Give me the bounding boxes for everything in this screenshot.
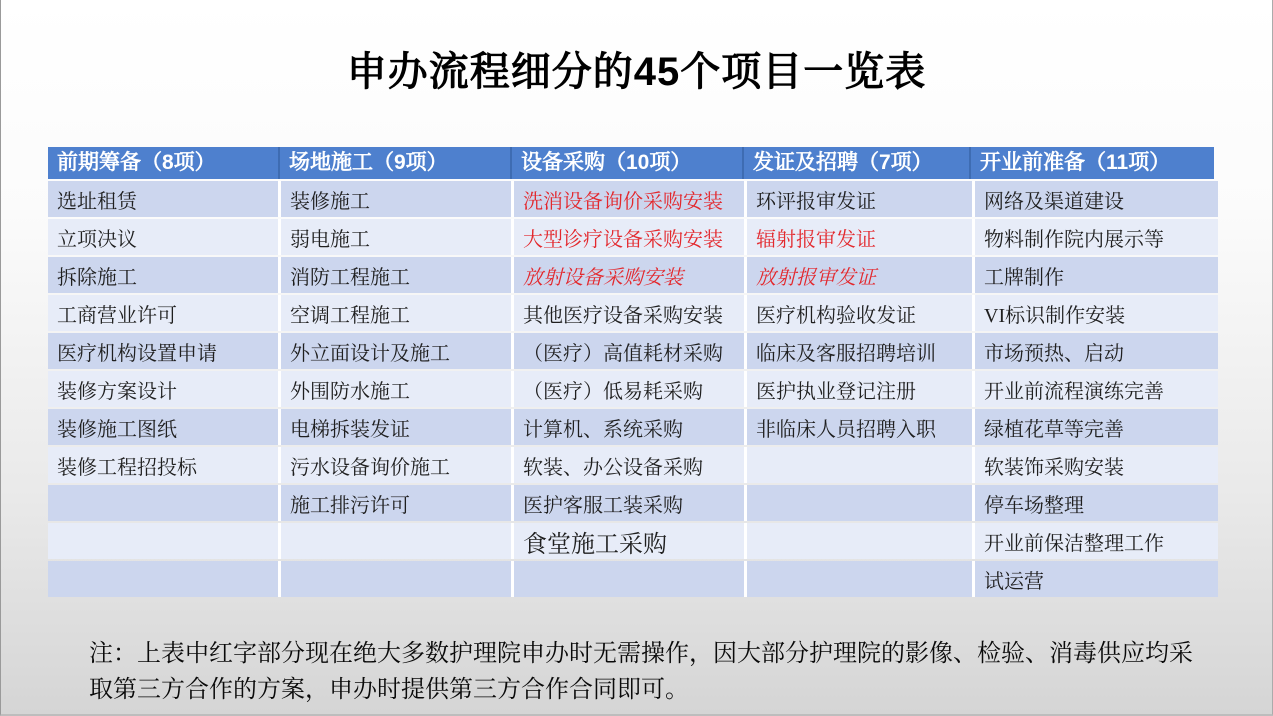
table-cell bbox=[747, 485, 972, 521]
table-cell: 医疗机构验收发证 bbox=[747, 295, 972, 331]
table-cell: 医护客服工装采购 bbox=[514, 485, 744, 521]
column-header: 发证及招聘（7项） bbox=[744, 147, 969, 179]
table-row bbox=[48, 257, 1206, 293]
table-cell: 医疗机构设置申请 bbox=[48, 333, 278, 369]
table-cell: 其他医疗设备采购安装 bbox=[514, 295, 744, 331]
table-cell: 试运营 bbox=[975, 561, 1218, 597]
table-cell bbox=[281, 561, 511, 597]
table-cell: 污水设备询价施工 bbox=[281, 447, 511, 483]
table-cell: 开业前流程演练完善 bbox=[975, 371, 1218, 407]
table-row bbox=[48, 181, 1206, 217]
column-header: 场地施工（9项） bbox=[280, 147, 510, 179]
footnote: 注：上表中红字部分现在绝大多数护理院申办时无需操作，因大部分护理院的影像、检验、消毒供应均采取第三方合作的方案，申办时提供第三方合作合同即可。 bbox=[89, 640, 1193, 703]
column-header: 前期筹备（8项） bbox=[48, 147, 278, 179]
table-cell: 工商营业许可 bbox=[48, 295, 278, 331]
table-cell bbox=[48, 523, 278, 559]
table-cell: 开业前保洁整理工作 bbox=[975, 523, 1218, 559]
table-cell: （医疗）高值耗材采购 bbox=[514, 333, 744, 369]
table-cell: 装修方案设计 bbox=[48, 371, 278, 407]
table-cell: 临床及客服招聘培训 bbox=[747, 333, 972, 369]
table-cell bbox=[281, 523, 511, 559]
table-cell bbox=[747, 523, 972, 559]
table-cell: 网络及渠道建设 bbox=[975, 181, 1218, 217]
table-cell: 装修施工图纸 bbox=[48, 409, 278, 445]
table-cell: 装修工程招投标 bbox=[48, 447, 278, 483]
table-cell bbox=[48, 485, 278, 521]
table-cell: 立项决议 bbox=[48, 219, 278, 255]
table-cell: 施工排污许可 bbox=[281, 485, 511, 521]
table-row bbox=[48, 561, 1206, 597]
table-cell bbox=[514, 561, 744, 597]
page-title: 申办流程细分的45个项目一览表 bbox=[346, 50, 927, 94]
table-cell: 软装饰采购安装 bbox=[975, 447, 1218, 483]
table-cell: 洗消设备询价采购安装 bbox=[514, 181, 744, 217]
table-row bbox=[48, 409, 1206, 445]
table-cell bbox=[48, 561, 278, 597]
table-cell: 辐射报审发证 bbox=[747, 219, 972, 255]
table-row bbox=[48, 295, 1206, 331]
table-cell: （医疗）低易耗采购 bbox=[514, 371, 744, 407]
table-cell: 软装、办公设备采购 bbox=[514, 447, 744, 483]
table-cell: 市场预热、启动 bbox=[975, 333, 1218, 369]
table-cell bbox=[747, 561, 972, 597]
column-header: 设备采购（10项） bbox=[512, 147, 742, 179]
table-row bbox=[48, 447, 1206, 483]
table-cell: 选址租赁 bbox=[48, 181, 278, 217]
table-cell: 食堂施工采购 bbox=[514, 523, 744, 559]
table-row bbox=[48, 219, 1206, 255]
column-header: 开业前准备（11项） bbox=[971, 147, 1214, 179]
table-cell: 物料制作院内展示等 bbox=[975, 219, 1218, 255]
table-row bbox=[48, 371, 1206, 407]
table-cell: 拆除施工 bbox=[48, 257, 278, 293]
table-row bbox=[48, 523, 1206, 559]
table-cell: 环评报审发证 bbox=[747, 181, 972, 217]
table-cell: 工牌制作 bbox=[975, 257, 1218, 293]
table-cell: VI标识制作安装 bbox=[975, 295, 1218, 331]
table-cell: 绿植花草等完善 bbox=[975, 409, 1218, 445]
table-row bbox=[48, 485, 1206, 521]
table-cell: 计算机、系统采购 bbox=[514, 409, 744, 445]
table-cell: 放射报审发证 bbox=[747, 257, 972, 293]
table-cell: 电梯拆装发证 bbox=[281, 409, 511, 445]
table-cell: 弱电施工 bbox=[281, 219, 511, 255]
table-cell: 消防工程施工 bbox=[281, 257, 511, 293]
table-cell: 外围防水施工 bbox=[281, 371, 511, 407]
table-cell: 外立面设计及施工 bbox=[281, 333, 511, 369]
table-cell: 停车场整理 bbox=[975, 485, 1218, 521]
table-cell: 装修施工 bbox=[281, 181, 511, 217]
table-row bbox=[48, 333, 1206, 369]
table-cell: 非临床人员招聘入职 bbox=[747, 409, 972, 445]
projects-table bbox=[48, 147, 1206, 597]
table-header-row bbox=[48, 147, 1206, 179]
table-cell: 医护执业登记注册 bbox=[747, 371, 972, 407]
table-cell bbox=[747, 447, 972, 483]
table-cell: 空调工程施工 bbox=[281, 295, 511, 331]
table-cell: 放射设备采购安装 bbox=[514, 257, 744, 293]
table-cell: 大型诊疗设备采购安装 bbox=[514, 219, 744, 255]
